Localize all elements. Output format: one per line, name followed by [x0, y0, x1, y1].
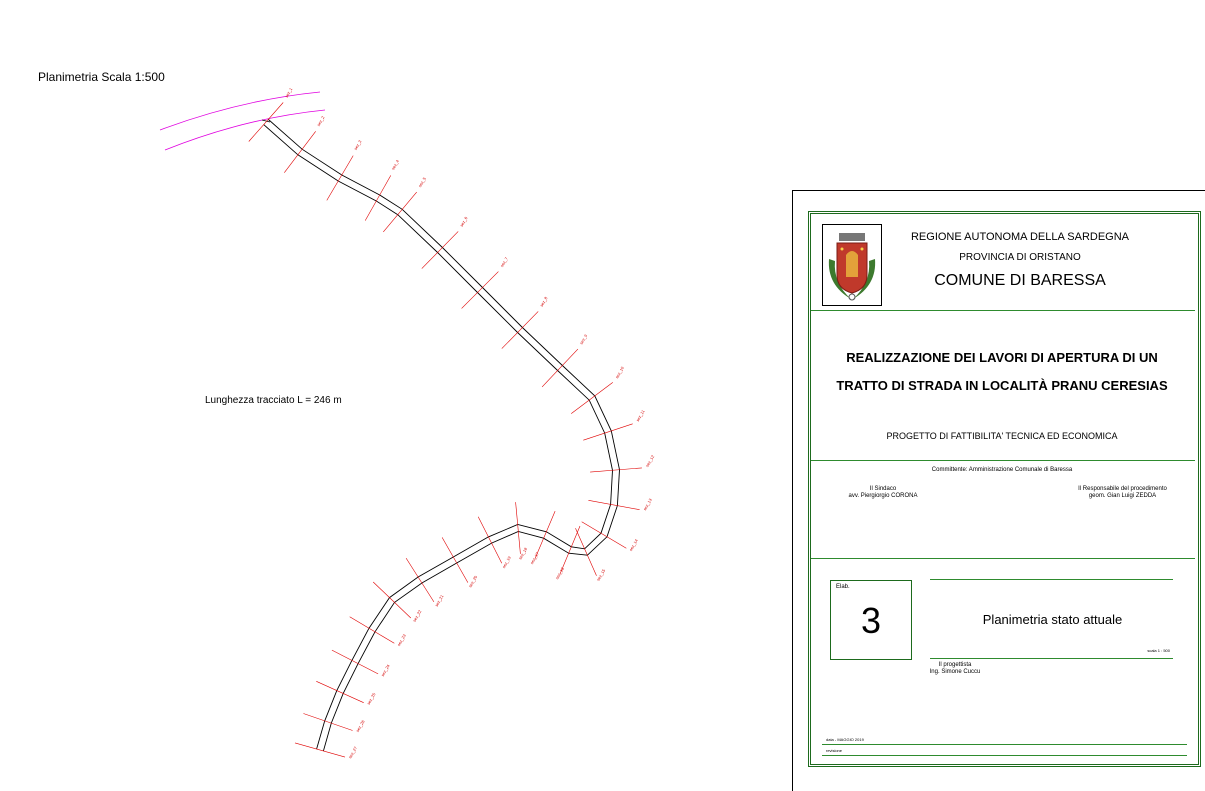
cross-section-line	[590, 468, 642, 472]
section-label: sez_26	[354, 719, 366, 733]
section-label: sez_17	[529, 551, 540, 565]
section-label: sez_2	[315, 115, 326, 127]
boundary-line-lower	[165, 110, 325, 150]
project-title-line1: REALIZZAZIONE DEI LAVORI DI APERTURA DI UN	[846, 350, 1158, 365]
section-label: sez_5	[417, 176, 427, 188]
length-label: Lunghezza tracciato L = 246 m	[205, 395, 342, 406]
cross-sections	[249, 86, 656, 759]
cross-section-line	[502, 311, 538, 348]
province-name: PROVINCIA DI ORISTANO	[959, 252, 1081, 263]
revision-label: revisione	[826, 748, 843, 753]
section-label: sez_16	[554, 566, 566, 581]
sheet-title: Planimetria stato attuale	[982, 612, 1123, 627]
section-label: sez_21	[433, 593, 445, 608]
cross-section-line	[588, 500, 639, 509]
section-label: sez_15	[595, 568, 607, 582]
road-edge-left	[268, 119, 619, 751]
cross-section-line	[462, 272, 499, 309]
section-label: sez_18	[517, 546, 529, 561]
cross-section-line	[373, 582, 411, 618]
cross-section-line	[422, 231, 458, 268]
project-title-line2: TRATTO DI STRADA IN LOCALITÀ PRANU CERESIAS	[836, 378, 1168, 393]
section-label: sez_22	[411, 609, 423, 623]
sheet-title-rule-bottom	[930, 658, 1173, 659]
comune-name: COMUNE DI BARESSA	[934, 272, 1106, 289]
section-label: sez_9	[578, 333, 589, 346]
elab-label: Elab.	[836, 584, 850, 590]
section-label: sez_25	[365, 691, 377, 706]
cross-section-line	[583, 424, 632, 440]
section-label: sez_11	[634, 408, 646, 423]
section-label: sez_3	[352, 139, 363, 151]
section-label: sez_6	[458, 215, 469, 228]
divider-date	[822, 744, 1187, 745]
section-label: sez_1	[283, 86, 294, 99]
cross-section-line	[365, 175, 391, 220]
divider-signatures	[811, 558, 1195, 559]
section-label: sez_10	[614, 365, 625, 380]
sindaco-name: avv. Piergiorgio CORONA	[848, 493, 918, 499]
cross-section-line	[576, 528, 597, 576]
section-label: sez_24	[379, 663, 391, 678]
divider-project	[811, 460, 1195, 461]
sindaco-role: Il Sindaco	[869, 486, 897, 492]
rup-name: geom. Gian Luigi ZEDDA	[1088, 493, 1157, 499]
sheet-title-rule-top	[930, 579, 1173, 580]
road-edge-right	[264, 125, 613, 749]
boundary-line-upper	[160, 92, 320, 130]
cross-section-line	[582, 522, 627, 549]
comune-crest-icon	[822, 224, 882, 306]
cross-section-line	[303, 714, 352, 731]
cross-section-line	[295, 743, 345, 757]
cross-section-line	[571, 382, 613, 413]
cross-section-line	[350, 617, 395, 644]
scale-label: scala 1 : 500	[1147, 648, 1170, 653]
date-label: data - MAGGIO 2019	[826, 737, 864, 742]
cross-section-line	[327, 156, 353, 201]
cross-section-line	[406, 558, 434, 602]
cross-section-line	[542, 349, 578, 387]
section-label: sez_19	[501, 555, 512, 569]
section-label: sez_14	[628, 538, 639, 552]
committente: Committente: Amministrazione Comunale di Baressa	[931, 467, 1073, 473]
road-centerline	[262, 119, 620, 751]
section-label: sez_4	[390, 158, 401, 171]
section-label: sez_7	[499, 256, 509, 268]
designer-role: Il progettista	[938, 662, 972, 668]
cross-section-line	[442, 537, 468, 582]
section-label: sez_12	[644, 454, 656, 468]
section-label: sez_27	[347, 745, 359, 760]
section-label: sez_20	[467, 574, 479, 589]
divider-header	[811, 310, 1195, 311]
cross-section-line	[383, 192, 416, 232]
cross-section-line	[516, 502, 521, 554]
rup-role: Il Responsabile del procedimento	[1078, 486, 1167, 492]
designer-name: Ing. Simone Cuccu	[929, 669, 981, 675]
region-name: REGIONE AUTONOMA DELLA SARDEGNA	[910, 231, 1130, 243]
project-subtitle: PROGETTO DI FATTIBILITA' TECNICA ED ECONOMICA	[886, 431, 1118, 441]
section-label: sez_8	[538, 295, 549, 308]
elab-number: 3	[860, 600, 882, 641]
section-label: sez_13	[642, 497, 653, 512]
plan-title: Planimetria Scala 1:500	[38, 70, 165, 84]
section-label: sez_23	[396, 633, 407, 647]
divider-revision	[822, 755, 1187, 756]
